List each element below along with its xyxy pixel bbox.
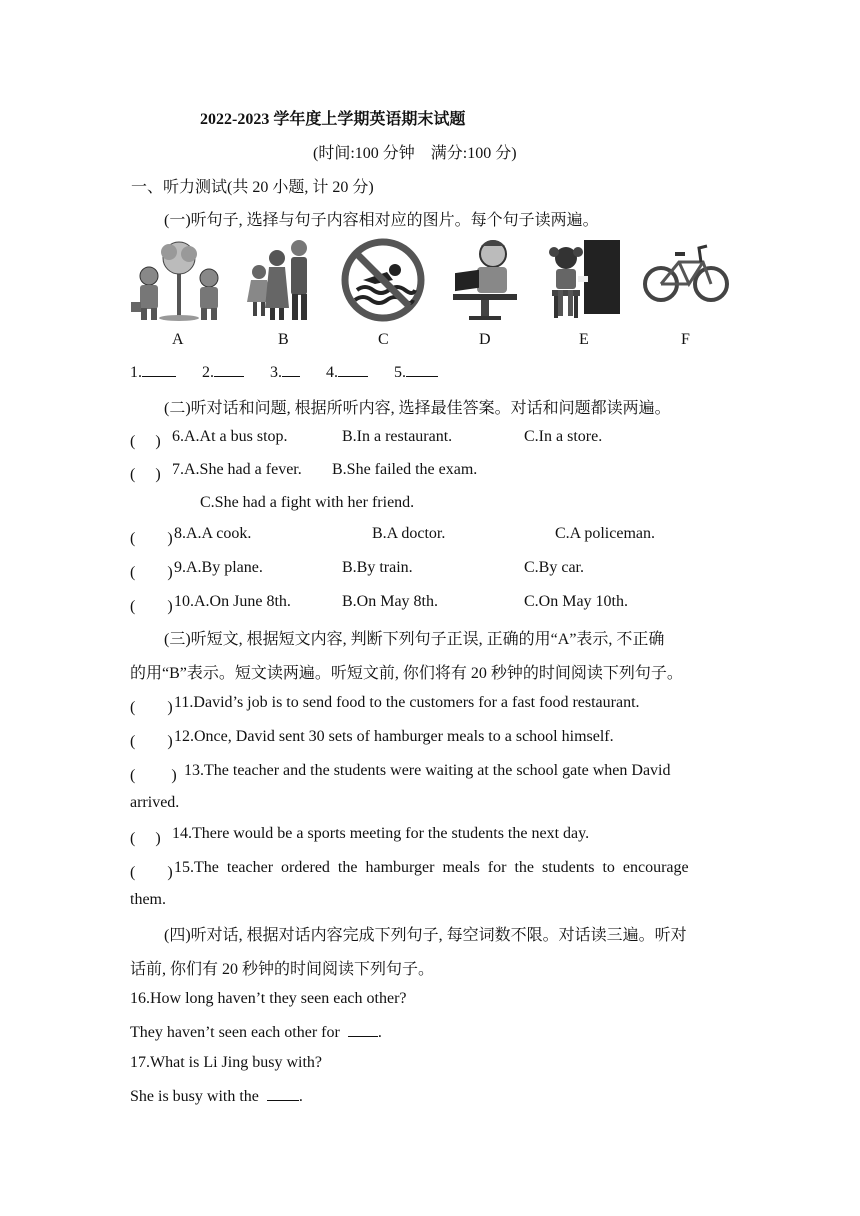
option-c: C.She had a fight with her friend.	[200, 494, 415, 511]
option-b: B.A doctor.	[372, 525, 446, 542]
question-number: 9.	[174, 559, 186, 576]
girl-playing-piano-icon	[548, 236, 622, 322]
picture-letter: F	[681, 331, 690, 348]
question-16: 16.How long haven’t they seen each other?	[130, 990, 407, 1007]
answer-17-prefix: She is busy with the	[130, 1088, 259, 1105]
option-c: C.In a store.	[524, 428, 603, 445]
answer-blank[interactable]	[282, 362, 300, 377]
blank-label: 2.	[202, 364, 214, 381]
question-number: 7.	[172, 461, 184, 478]
answer-blank[interactable]	[214, 362, 244, 377]
blank-label: 5.	[394, 364, 406, 381]
option-c: C.By car.	[524, 559, 584, 576]
no-swimming-sign-icon	[341, 238, 425, 322]
answer-blank[interactable]	[142, 362, 176, 377]
statement-15-cont: them.	[130, 891, 166, 908]
answer-blank[interactable]	[338, 362, 368, 377]
answer-paren[interactable]: ( )	[130, 530, 173, 547]
answer-paren[interactable]: ( )	[130, 598, 173, 615]
section-heading: 一、听力测试(共 20 小题, 计 20 分)	[131, 179, 374, 196]
question-8	[174, 525, 251, 543]
blank-label: 1.	[130, 364, 142, 381]
option-b: B.By train.	[342, 559, 413, 576]
page-subtitle: (时间:100 分钟 满分:100 分)	[313, 145, 517, 162]
boy-at-computer-icon	[449, 236, 521, 322]
answer-paren[interactable]: ( )	[130, 830, 161, 847]
picture-letter: C	[378, 331, 389, 348]
statement-13: 13.The teacher and the students were waiting at the school gate when David	[184, 762, 671, 779]
option-a: A.At a bus stop.	[184, 428, 288, 445]
part4-instruction-line2: 话前, 你们有 20 秒钟的时间阅读下列句子。	[130, 961, 435, 978]
option-b: B.She failed the exam.	[332, 461, 478, 478]
part1-instruction: (一)听句子, 选择与句子内容相对应的图片。每个句子读两遍。	[164, 212, 599, 229]
question-17: 17.What is Li Jing busy with?	[130, 1054, 322, 1071]
picture-letter: E	[579, 331, 589, 348]
question-number: 8.	[174, 525, 186, 542]
option-a: A.By plane.	[186, 559, 263, 576]
page-title: 2022-2023 学年度上学期英语期末试题	[200, 111, 466, 128]
option-a: A.A cook.	[186, 525, 252, 542]
blank-label: 3.	[270, 364, 282, 381]
bicycle-icon	[641, 240, 731, 306]
option-c: C.A policeman.	[555, 525, 655, 542]
statement-15: 15.The teacher ordered the hamburger meals for the students to encourage	[174, 859, 689, 876]
statement-11: 11.David’s job is to send food to the customers for a fast food restaurant.	[174, 694, 640, 711]
question-6	[172, 428, 288, 446]
option-b: B.In a restaurant.	[342, 428, 453, 445]
option-a: A.On June 8th.	[194, 593, 291, 610]
picture-letter: D	[479, 331, 491, 348]
blank-label: 4.	[326, 364, 338, 381]
kids-planting-tree-icon	[129, 236, 229, 322]
answer-17-suffix: .	[298, 1088, 303, 1105]
answer-16-blank[interactable]	[348, 1022, 378, 1037]
option-c: C.On May 10th.	[524, 593, 628, 610]
answer-17-blank[interactable]	[267, 1086, 299, 1101]
family-walking-icon	[243, 236, 323, 322]
answer-paren[interactable]: ( )	[130, 433, 161, 450]
question-9	[174, 559, 263, 577]
answer-paren[interactable]: ( )	[130, 733, 173, 750]
question-10	[174, 593, 291, 611]
answer-blank[interactable]	[406, 362, 438, 377]
answer-paren[interactable]: ( )	[130, 699, 173, 716]
answer-paren[interactable]: ( )	[130, 564, 173, 581]
answer-paren[interactable]: ( )	[130, 767, 177, 784]
picture-letter: B	[278, 331, 289, 348]
question-number: 10.	[174, 593, 194, 610]
answer-16-line	[130, 1022, 382, 1042]
statement-14: 14.There would be a sports meeting for the students the next day.	[172, 825, 590, 842]
part3-instruction-line2: 的用“B”表示。短文读两遍。听短文前, 你们将有 20 秒钟的时间阅读下列句子。	[130, 665, 683, 682]
part3-instruction-line1: (三)听短文, 根据短文内容, 判断下列句子正误, 正确的用“A”表示, 不正确	[164, 631, 665, 648]
question-number: 6.	[172, 428, 184, 445]
question-7	[172, 461, 302, 479]
statement-13-cont: arrived.	[130, 794, 180, 811]
answer-blanks-row	[130, 362, 438, 382]
option-a: A.She had a fever.	[184, 461, 302, 478]
answer-17-line	[130, 1086, 303, 1106]
part2-instruction: (二)听对话和问题, 根据所听内容, 选择最佳答案。对话和问题都读两遍。	[164, 400, 671, 417]
picture-letter: A	[172, 331, 184, 348]
option-b: B.On May 8th.	[342, 593, 438, 610]
answer-paren[interactable]: ( )	[130, 864, 173, 881]
answer-paren[interactable]: ( )	[130, 466, 161, 483]
part4-instruction-line1: (四)听对话, 根据对话内容完成下列句子, 每空词数不限。对话读三遍。听对	[164, 927, 687, 944]
answer-16-prefix: They haven’t seen each other for	[130, 1024, 340, 1041]
statement-12: 12.Once, David sent 30 sets of hamburger meals to a school himself.	[174, 728, 614, 745]
answer-16-suffix: .	[377, 1024, 382, 1041]
